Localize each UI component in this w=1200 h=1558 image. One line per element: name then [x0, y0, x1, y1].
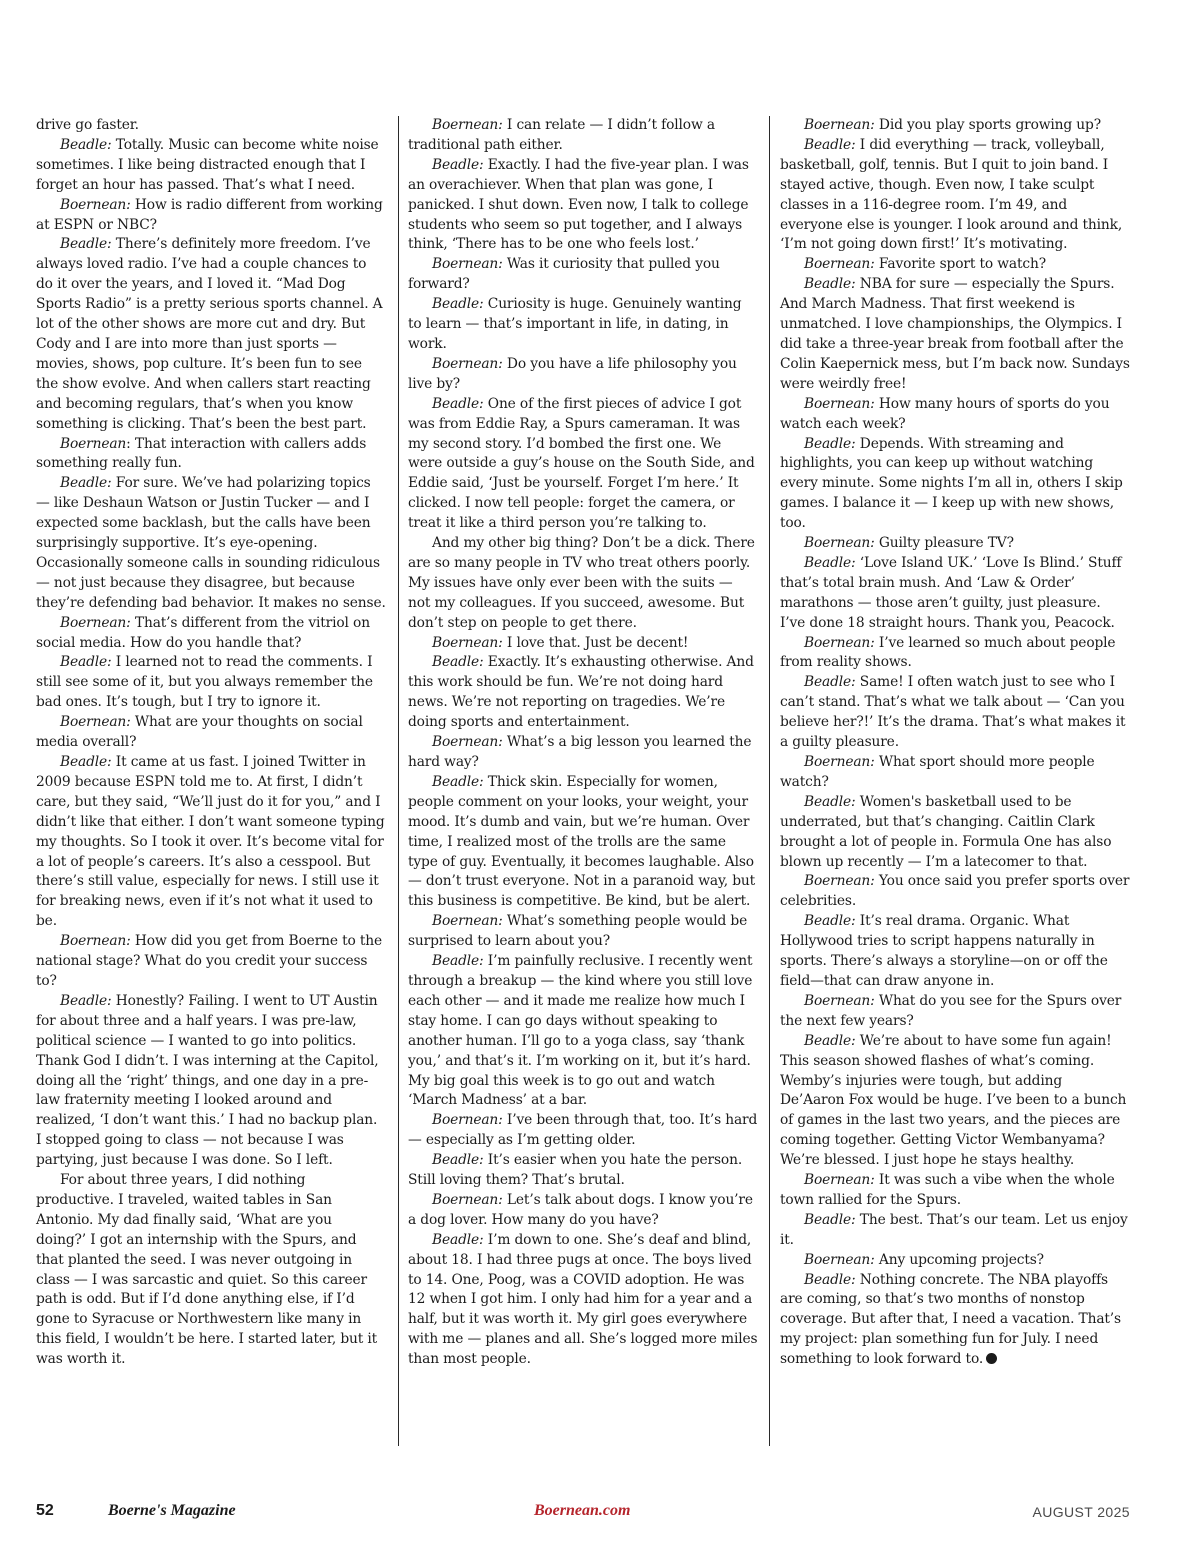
- article-paragraph: [36, 116, 386, 136]
- speaker-label: Beadle:: [432, 1231, 484, 1248]
- speaker-label: Beadle:: [60, 236, 112, 253]
- paragraph-text: What do you see for the Spurs over the next few years?: [780, 992, 1122, 1029]
- article-paragraph: [408, 295, 758, 355]
- speaker-label: Boernean:: [804, 1251, 875, 1268]
- article-paragraph: [780, 255, 1130, 275]
- speaker-label: Boernean:: [432, 634, 503, 651]
- speaker-label: Boernean:: [804, 1172, 875, 1189]
- paragraph-text: I’m down to one. She’s deaf and blind, about 18. I had three pugs at once. The boys lived to 14. One, Poog, was a COVID adoption. He was 12 when I got him. I only had him for a year and a half, but it was worth it. My girl goes everywhere with me — planes and all. She’s logged more miles than most people.: [408, 1231, 758, 1368]
- speaker-label: Boernean:: [804, 873, 875, 890]
- article-paragraph: [408, 912, 758, 952]
- article-paragraph: [36, 435, 386, 475]
- speaker-label: Boernean:: [432, 1191, 503, 1208]
- paragraph-text: Do you have a life philosophy you live by?: [408, 355, 737, 392]
- article-paragraph: [780, 136, 1130, 255]
- article-paragraph: [36, 474, 386, 613]
- paragraph-text: drive go faster.: [36, 117, 139, 133]
- article-column-1: [36, 116, 386, 1370]
- article-paragraph: [780, 1211, 1130, 1251]
- paragraph-text: What’s a big lesson you learned the hard way?: [408, 734, 752, 770]
- speaker-label: Beadle:: [804, 435, 856, 452]
- paragraph-text: What’s something people would be surprised to learn about you?: [408, 913, 748, 950]
- paragraph-text: Women's basketball used to be underrated, but that’s changing. Caitlin Clark brought a lot of people in. Formula One has also blown up recently — I’m a latecomer to that.: [780, 793, 1112, 870]
- article-column-3: [780, 116, 1130, 1370]
- paragraph-text: Did you play sports growing up?: [874, 117, 1101, 133]
- speaker-label: Boernean:: [60, 196, 131, 213]
- paragraph-text: Guilty pleasure TV?: [874, 535, 1014, 552]
- paragraph-text: Exactly. It’s exhausting otherwise. And this work should be fun. We’re not doing hard news. We’re not reporting on tragedies. We’re doing sports and entertainment.: [408, 654, 754, 731]
- speaker-label: Beadle:: [60, 992, 112, 1009]
- speaker-label: Beadle:: [60, 754, 112, 770]
- paragraph-text: There’s definitely more freedom. I’ve always loved radio. I’ve had a couple chances to do it over the years, and I loved it. “Mad Dog Sports Radio” is a pretty serious sports channel. A lot of the other shows are more cut and dry. But Cody and I are into more than just sports — movies, shows, pop culture. It’s been fun to see the show evolve. And when callers start reacting and becoming regulars, that’s when you know something is clicking. That’s been the best part.: [36, 236, 383, 432]
- paragraph-text: What are your thoughts on social media overall?: [36, 714, 363, 751]
- speaker-label: Beadle:: [804, 793, 856, 810]
- article-paragraph: [408, 395, 758, 534]
- paragraph-text: : That interaction with callers adds something really fun.: [36, 435, 367, 472]
- paragraph-text: One of the first pieces of advice I got was from Eddie Ray, a Spurs cameraman. It was my second story. I’d bombed the first one. We were outside a guy’s house on the South Side, and Eddie said, ‘Just be yourself. Forget I’m here.’ It clicked. I now tell people: forget the camera, or treat it like a third person you’re talking to.: [408, 395, 755, 532]
- article-paragraph: [780, 1032, 1130, 1171]
- article-paragraph: [408, 653, 758, 733]
- paragraph-text: Curiosity is huge. Genuinely wanting to learn — that’s important in life, in dating, in work.: [408, 296, 742, 352]
- speaker-label: Boernean:: [60, 614, 131, 631]
- speaker-label: Boernean:: [432, 913, 503, 930]
- speaker-label: Boernean:: [432, 256, 503, 273]
- speaker-label: Beadle:: [804, 136, 856, 153]
- speaker-label: Beadle:: [804, 913, 856, 930]
- article-paragraph: [36, 136, 386, 196]
- article-paragraph: [36, 1171, 386, 1370]
- column-divider: [398, 116, 399, 1446]
- article-paragraph: [780, 275, 1130, 394]
- paragraph-text: Same! I often watch just to see who I can’t stand. That’s what we talk about — ‘Can you believe her?!’ It’s the drama. That’s what makes it a guilty pleasure.: [780, 674, 1126, 751]
- speaker-label: Boernean:: [432, 1112, 503, 1129]
- article-paragraph: [36, 992, 386, 1171]
- article-paragraph: [408, 116, 758, 156]
- speaker-label: Beadle:: [804, 554, 856, 571]
- article-paragraph: [780, 116, 1130, 136]
- speaker-label: Beadle:: [432, 953, 484, 970]
- speaker-label: Beadle:: [60, 136, 112, 153]
- paragraph-text: I can relate — I didn’t follow a traditional path either.: [408, 117, 715, 153]
- speaker-label: Boernean:: [804, 117, 875, 133]
- article-paragraph: [780, 1271, 1130, 1371]
- paragraph-text: Totally. Music can become white noise sometimes. I like being distracted enough that I forget an hour has passed. That’s what I need.: [36, 136, 379, 193]
- speaker-label: Beadle:: [432, 773, 484, 790]
- paragraph-text: For about three years, I did nothing productive. I traveled, waited tables in San Antonio. My dad finally said, ‘What are you doing?’ I got an internship with the Spurs, and that planted the seed. I was never outgoing in class — I was sarcastic and quiet. So this career path is odd. But if I’d done anything else, if I’d gone to Syracuse or Northwestern like many in this field, I wouldn’t be here. I started later, but it was worth it.: [36, 1172, 378, 1368]
- paragraph-text: You once said you prefer sports over celebrities.: [780, 873, 1130, 910]
- article-paragraph: [36, 196, 386, 236]
- article-paragraph: [408, 634, 758, 654]
- article-paragraph: [780, 1251, 1130, 1271]
- paragraph-text: It’s real drama. Organic. What Hollywood tries to script happens naturally in sports. There’s always a storyline—on or off the field—that can draw anyone in.: [780, 913, 1108, 989]
- paragraph-text: The best. That’s our team. Let us enjoy it.: [780, 1211, 1128, 1248]
- paragraph-text: For sure. We’ve had polarizing topics — like Deshaun Watson or Justin Tucker — and I expected some backlash, but the calls have been surprisingly supportive. It’s eye-opening. Occasionally someone calls in sounding ridiculous — not just because they disagree, but because they’re defending bad behavior. It makes no sense.: [36, 475, 386, 611]
- paragraph-text: I’ve been through that, too. It’s hard — especially as I’m getting older.: [408, 1112, 758, 1149]
- article-paragraph: [408, 952, 758, 1111]
- speaker-label: Boernean:: [804, 256, 875, 273]
- article-paragraph: [36, 653, 386, 713]
- speaker-label: Beadle:: [804, 674, 856, 691]
- speaker-label: Boernean:: [432, 355, 503, 372]
- website-link[interactable]: Boernean.com: [534, 1502, 631, 1519]
- speaker-label: Beadle:: [432, 395, 484, 412]
- paragraph-text: Thick skin. Especially for women, people comment on your looks, your weight, your mood. It’s dumb and vain, but we’re human. Over time, I realized most of the trolls are the same type of guy. Eventually, it becomes laughable. Also — don’t trust everyone. Not in a paranoid way, but this business is competitive. Be kind, but be alert.: [408, 773, 756, 910]
- paragraph-text: I’ve learned so much about people from reality shows.: [780, 634, 1116, 671]
- article-paragraph: [408, 773, 758, 912]
- speaker-label: Beadle:: [804, 276, 856, 293]
- speaker-label: Boernean:: [804, 395, 875, 412]
- end-of-article-mark-icon: [986, 1353, 997, 1364]
- paragraph-text: I did everything — track, volleyball, basketball, golf, tennis. But I quit to join band. I stayed active, though. Even now, I take sculpt classes in a 116-degree room. I’m 49, and everyone else is younger. I look around and think, ‘I’m not going down first!’ It’s motivating.: [780, 136, 1123, 253]
- article-paragraph: [408, 1151, 758, 1191]
- article-paragraph: [780, 1171, 1130, 1211]
- article-paragraph: [780, 554, 1130, 634]
- article-paragraph: [780, 793, 1130, 873]
- paragraph-text: And my other big thing? Don’t be a dick. There are so many people in TV who treat others poorly. My issues have only ever been with the suits — not my colleagues. If you succeed, awesome. But don’t step on people to get there.: [408, 535, 755, 631]
- paragraph-text: ‘Love Island UK.’ ‘Love Is Blind.’ Stuff that’s total brain mush. And ‘Law & Order’ marathons — those aren’t guilty, just pleasure. I’ve done 18 straight hours. Thank you, Peacock.: [780, 554, 1122, 631]
- paragraph-text: How many hours of sports do you watch each week?: [780, 395, 1110, 432]
- paragraph-text: Exactly. I had the five-year plan. I was an overachiever. When that plan was gone, I panicked. I shut down. Even now, I talk to college students who seem so put together, and I always think, ‘There has to be one who feels lost.’: [408, 156, 749, 253]
- speaker-label: Beadle:: [804, 1211, 856, 1228]
- speaker-label: Boernean: [60, 435, 127, 452]
- article-paragraph: [780, 992, 1130, 1032]
- article-paragraph: [780, 673, 1130, 753]
- article-paragraph: [780, 872, 1130, 912]
- article-column-2: [408, 116, 758, 1370]
- magazine-name: Boerne's Magazine: [108, 1502, 236, 1519]
- paragraph-text: That’s different from the vitriol on social media. How do you handle that?: [36, 614, 370, 651]
- paragraph-text: I love that. Just be decent!: [502, 634, 689, 651]
- speaker-label: Beadle:: [432, 654, 484, 671]
- issue-date: AUGUST 2025: [1032, 1504, 1130, 1520]
- speaker-label: Boernean:: [60, 714, 131, 731]
- article-paragraph: [408, 156, 758, 256]
- column-divider: [769, 116, 770, 1446]
- article-paragraph: [780, 534, 1130, 554]
- paragraph-text: Was it curiosity that pulled you forward?: [408, 256, 720, 293]
- article-paragraph: [408, 534, 758, 634]
- paragraph-text: It came at us fast. I joined Twitter in 2009 because ESPN told me to. At first, I didn’t care, but they said, “We’ll just do it for you,” and I didn’t like that either. I don’t want someone typing my thoughts. So I took it over. It’s become vital for a lot of people’s careers. It’s also a cesspool. But there’s still value, especially for news. I still use it for breaking news, even if it’s not what it used to be.: [36, 754, 385, 930]
- article-paragraph: [36, 614, 386, 654]
- article-paragraph: [408, 255, 758, 295]
- article-paragraph: [408, 733, 758, 773]
- article-paragraph: [408, 1191, 758, 1231]
- paragraph-text: Let’s talk about dogs. I know you’re a dog lover. How many do you have?: [408, 1191, 753, 1228]
- speaker-label: Beadle:: [432, 1152, 484, 1169]
- speaker-label: Beadle:: [60, 475, 112, 492]
- article-paragraph: [780, 435, 1130, 535]
- speaker-label: Boernean:: [804, 634, 875, 651]
- article-paragraph: [408, 355, 758, 395]
- speaker-label: Beadle:: [432, 156, 484, 173]
- speaker-label: Beadle:: [432, 296, 484, 313]
- article-paragraph: [780, 912, 1130, 992]
- paragraph-text: What sport should more people watch?: [780, 754, 1095, 790]
- paragraph-text: NBA for sure — especially the Spurs. And March Madness. That first weekend is unmatched. I love championships, the Olympics. I did take a three-year break from football after the Colin Kaepernick mess, but I’m back now. Sundays were weirdly free!: [780, 276, 1130, 392]
- paragraph-text: We’re about to have some fun again! This season showed flashes of what’s coming. Wemby’s injuries were tough, but adding De’Aaron Fox would be huge. I’ve been to a bunch of games in the last two years, and the pieces are coming together. Getting Victor Wembanyama? We’re blessed. I just hope he stays healthy.: [780, 1032, 1127, 1169]
- article-paragraph: [780, 634, 1130, 674]
- speaker-label: Boernean:: [432, 734, 503, 751]
- article-paragraph: [780, 395, 1130, 435]
- paragraph-text: Favorite sport to watch?: [874, 256, 1046, 273]
- paragraph-text: I’m painfully reclusive. I recently went through a breakup — the kind where you still love each other — and it made me realize how much I stay home. I can go days without speaking to another human. I’ll go to a yoga class, say ‘thank you,’ and that’s it. I’m working on it, but it’s hard. My big goal this week is to go out and watch ‘March Madness’ at a bar.: [408, 953, 753, 1109]
- paragraph-text: How is radio different from working at ESPN or NBC?: [36, 196, 383, 233]
- article-paragraph: [36, 235, 386, 434]
- paragraph-text: How did you get from Boerne to the national stage? What do you credit your success to?: [36, 933, 383, 989]
- page-footer: [36, 1500, 1130, 1524]
- paragraph-text: I learned not to read the comments. I still see some of it, but you always remember the bad ones. It’s tough, but I try to ignore it.: [36, 654, 373, 711]
- speaker-label: Boernean:: [60, 933, 131, 950]
- paragraph-text: Honestly? Failing. I went to UT Austin for about three and a half years. I was pre-law, political science — I wanted to go into politics. Thank God I didn’t. I was interning at the Capitol, doing all the ‘right’ things, and one day in a pre-law fraternity meeting I looked around and realized, ‘I don’t want this.’ I had no backup plan. I stopped going to class — not because I was partying, just because I was done. So I left.: [36, 992, 379, 1169]
- speaker-label: Boernean:: [804, 992, 875, 1009]
- paragraph-text: Depends. With streaming and highlights, you can keep up without watching every minute. Some nights I’m all in, others I skip games. I balance it — I keep up with new shows, too.: [780, 435, 1123, 532]
- article-paragraph: [36, 932, 386, 992]
- paragraph-text: It was such a vibe when the whole town rallied for the Spurs.: [780, 1172, 1115, 1208]
- speaker-label: Boernean:: [804, 535, 875, 552]
- article-paragraph: [36, 753, 386, 932]
- speaker-label: Beadle:: [60, 654, 112, 671]
- article-paragraph: [36, 713, 386, 753]
- article-paragraph: [408, 1111, 758, 1151]
- speaker-label: Boernean:: [432, 117, 503, 133]
- speaker-label: Beadle:: [804, 1032, 856, 1049]
- paragraph-text: Any upcoming projects?: [874, 1251, 1044, 1268]
- article-paragraph: [408, 1231, 758, 1370]
- article-paragraph: [780, 753, 1130, 793]
- paragraph-text: Nothing concrete. The NBA playoffs are coming, so that’s two months of nonstop coverage. But after that, I need a vacation. That’s my project: plan something fun for July. I need something to look forward to.: [780, 1271, 1121, 1368]
- paragraph-text: It’s easier when you hate the person. Still loving them? That’s brutal.: [408, 1152, 743, 1189]
- page-number: 52: [36, 1502, 54, 1519]
- speaker-label: Beadle:: [804, 1271, 856, 1288]
- speaker-label: Boernean:: [804, 754, 875, 770]
